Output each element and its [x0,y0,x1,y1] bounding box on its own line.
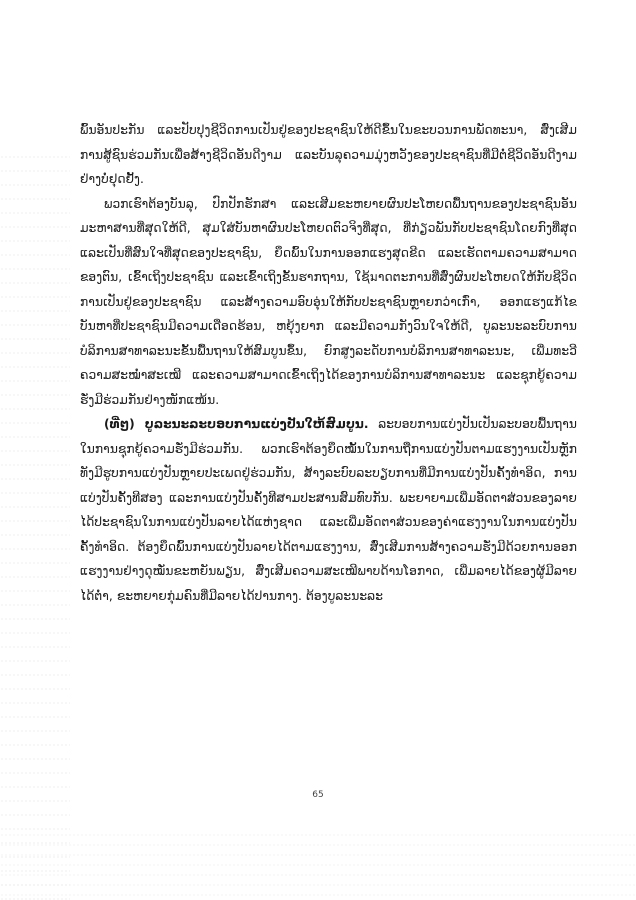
body-text [80,118,577,608]
scan-bottom-artifact [0,830,636,900]
paragraph-3-text: ລະບອບການແບ່ງປັນເປັນລະບອບພື້ນຖານໃນການຊຸກຍູ້ຄວາມຮັ່ງມີຮ່ວມກັນ. ພວກເຮົາຕ້ອງຍຶດໝັ້ນໃນການຖືການແບ່ງປັນຕາມແຮງງານເປັນຫຼັກ ທັງມີຮູບການແບ່ງປັນຫຼາຍປະເພດຢູ່ຮ່ວມກັນ, ສ້າງລະບົບລະບຽບການທີ່ມີການແບ່ງປັນຄັ້ງທໍາອິດ, ການແບ່ງປັນຄັ້ງທີສອງ ແລະການແບ່ງປັນຄັ້ງທີສາມປະສານສົມທົບກັນ. ພະຍາຍາມເພີ່ມອັດຕາສ່ວນຂອງລາຍໄດ້ປະຊາຊົນໃນການແບ່ງປັນລາຍໄດ້ແຫ່ງຊາດ ແລະເພີ່ມອັດຕາສ່ວນຂອງຄ່າແຮງງານໃນການແບ່ງປັນຄັ້ງທໍາອິດ. ຕ້ອງຍຶດພົ້ນການແບ່ງປັນລາຍໄດ້ຕາມແຮງງານ, ສົ່ງເສີມການສ້າງຄວາມຮັ່ງມີດ້ວຍການອອກແຮງງານຢ່າງດຸໝັ່ນຂະຫຍັນພຽນ, ສົ່ງເສີມຄວາມສະເໝີພາບດ້ານໂອກາດ, ເພີ່ມລາຍໄດ້ຂອງຜູ້ມີລາຍໄດ້ຕໍ່າ, ຂະຫຍາຍກຸ່ມຄົນທີ່ມີລາຍໄດ້ປານກາງ. ຕ້ອງບູລະນະລະ [80,417,577,603]
page-number: 65 [312,790,324,800]
paragraph-1-text: ພົ້ນອັນປະກັນ ແລະປັບປຸງຊີວິດການເປັນຢູ່ຂອງປະຊາຊົນໃຫ້ດີຂຶ້ນໃນຂະບວນການພັດທະນາ, ສົ່ງເສີມການສູ້ຊົນຮ່ວມກັນເພື່ອສ້າງຊີວິດອັນດີງາມ ແລະບັນລຸຄວາມມຸ່ງຫວັງຂອງປະຊາຊົນທີ່ມີຕໍ່ຊີວິດອັນດີງາມຢ່າງບໍ່ຢຸດຢັ້ງ. [80,123,577,186]
section-heading: (ທີ່ໆ) ບູລະນະລະບອບການແບ່ງປັນໃຫ້ສົມບູນ. [104,417,369,431]
paragraph-2 [80,192,577,413]
paragraph-1 [80,118,577,192]
paragraph-2-text: ພວກເຮົາຕ້ອງບັນລຸ, ປົກປັກຮັກສາ ແລະເສີມຂະຫຍາຍຜົນປະໂຫຍດພື້ນຖານຂອງປະຊາຊົນອັນມະຫາສານທີ່ສຸດໃຫ້ດີ, ສຸມໃສ່ບັນຫາຜົນປະໂຫຍດຕົວຈິງທີ່ສຸດ, ທີ່ກ່ຽວພັນກັບປະຊາຊົນໂດຍກົງທີ່ສຸດ ແລະເປັນທີ່ສົນໃຈທີ່ສຸດຂອງປະຊາຊົນ, ຍຶດພົ້ນໃນການອອກແຮງສຸດຂີດ ແລະເຮັດຕາມຄວາມສາມາດຂອງຕົນ, ເຂົ້າເຖິງປະຊາຊົນ ແລະເຂົ້າເຖິງຂັ້ນຮາກຖານ, ໃຊ້มາດຕະການທີ່ສົ່ງຜົນປະໂຫຍດໃຫ້ກັບຊີວິດການເປັນຢູ່ຂອງປະຊາຊົນ ແລະສ້າງຄວາມອົບອຸ່ນໃຫ້ກັບປະຊາຊົນຫຼາຍກວ່າເກົ່າ, ອອກແຮງແກ້ໄຂບັນຫາທີ່ປະຊາຊົນມີຄວາມເດືອດຮ້ອນ, ຫຍຸ້ງຍາກ ແລະມີຄວາມກັງວົນໃຈໃຫ້ດີ, ບູລະນະລະບົບການບໍລິການສາທາລະນະຂັ້ນພື້ນຖານໃຫ້ສົມບູນຂຶ້ນ, ຍົກສູງລະດັບການບໍລິການສາທາລະນະ, ເພີ່ມທະວີຄວາມສະໝໍ່າສະເໝີ ແລະຄວາມສາມາດເຂົ້າເຖິງໄດ້ຂອງການບໍລິການສາທາລະນະ ແລະຊຸກຍູ້ຄວາມຮັ່ງມີຮ່ວມກັນຢ່າງໜັກແໜ້ນ. [80,196,577,407]
paragraph-3 [80,412,577,608]
scan-margin-artifact [0,150,70,900]
